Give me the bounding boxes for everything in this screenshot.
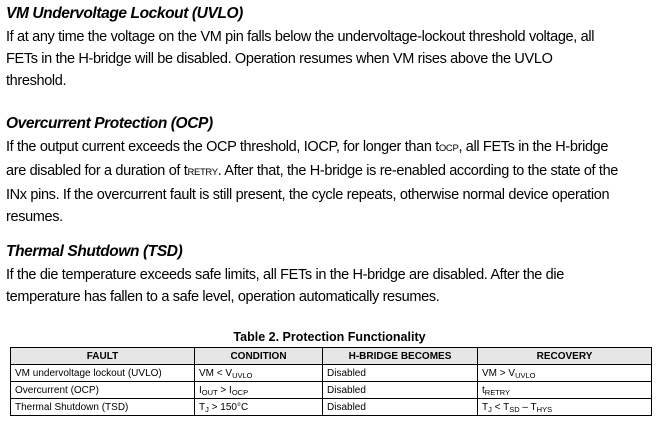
table-caption: Table 2. Protection Functionality [233, 330, 426, 344]
recovery-cell: VM > $V_{UVLO}$ [478, 365, 652, 382]
tsd-line: temperature has fallen to a safe level, operation automatically resumes. [6, 289, 440, 305]
recovery-cell: $T_J < T_{SD} - T_{HYS}$ [478, 399, 652, 416]
uvlo-line: threshold. [6, 73, 67, 89]
ocp-text: If the output current exceeds the OCP threshold, IOCP, for longer than t [6, 139, 439, 155]
hbridge-cell: Disabled [323, 399, 478, 416]
hbridge-cell: Disabled [323, 382, 478, 399]
table-row [11, 399, 652, 416]
uvlo-section [6, 3, 656, 92]
condition-cell: $T_J > 150^\circ C$ [195, 399, 323, 416]
hbridge-cell: Disabled [323, 365, 478, 382]
uvlo-line: If at any time the voltage on the VM pin falls below the undervoltage-lockout threshold voltage, all [6, 29, 595, 45]
uvlo-heading: VM Undervoltage Lockout (UVLO) [6, 5, 243, 22]
table-row [11, 382, 652, 399]
condition-cell: $I_{OUT} > I_{OCP}$ [195, 382, 323, 399]
ocp-text: . After that, the H-bridge is re-enabled according to the state of the [217, 163, 619, 179]
table-row [11, 365, 652, 382]
condition-cell: VM < $V_{UVLO}$ [195, 365, 323, 382]
ocp-section [6, 113, 656, 228]
fault-cell: Overcurrent (OCP) [11, 382, 195, 399]
ocp-line: resumes. [6, 209, 63, 225]
fault-cell: Thermal Shutdown (TSD) [11, 399, 195, 416]
ocp-text: , all FETs in the H-bridge [458, 139, 609, 155]
ocp-heading: Overcurrent Protection (OCP) [6, 115, 213, 132]
ocp-line [6, 160, 656, 184]
recovery-cell: $t_{RETRY}$ [478, 382, 652, 399]
tsd-section [6, 241, 656, 308]
table-header-row [11, 348, 652, 365]
fault-cell: VM undervoltage lockout (UVLO) [11, 365, 195, 382]
ocp-text: are disabled for a duration of t [6, 163, 188, 179]
protection-functionality-table [10, 347, 652, 416]
tsd-heading: Thermal Shutdown (TSD) [6, 243, 183, 260]
header-hbridge-becomes: H-BRIDGE BECOMES [323, 348, 478, 365]
header-fault: FAULT [11, 348, 195, 365]
tsd-line: If the die temperature exceeds safe limits, all FETs in the H-bridge are disabled. After the die [6, 267, 564, 283]
ocp-line [6, 136, 656, 160]
header-condition: CONDITION [195, 348, 323, 365]
ocp-subscript: RETRY [187, 167, 218, 178]
tsd-paragraph [6, 264, 656, 308]
header-recovery: RECOVERY [478, 348, 652, 365]
ocp-paragraph [6, 136, 656, 228]
uvlo-paragraph [6, 26, 656, 92]
ocp-subscript: OCP [438, 143, 459, 154]
uvlo-line: FETs in the H-bridge will be disabled. Operation resumes when VM rises above the UVLO [6, 51, 553, 67]
ocp-line: INx pins. If the overcurrent fault is still present, the cycle repeats, otherwise normal device operation [6, 187, 610, 203]
